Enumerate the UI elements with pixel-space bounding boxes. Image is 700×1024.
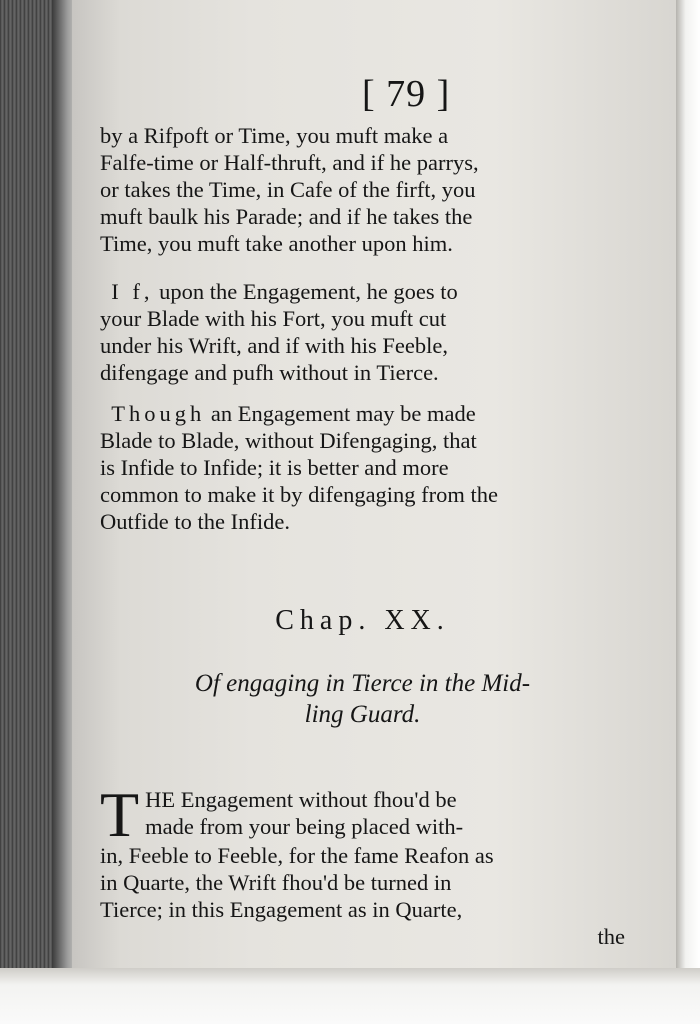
paragraph-4 [100,779,625,950]
text-line: Tierce; in this Engagement as in Quarte, [100,897,463,922]
text-line: Blade to Blade, without Difengaging, that [100,428,477,453]
text-line: made from your being placed with- [145,814,464,839]
text-line: Time, you muft take another upon him. [100,231,453,256]
paragraph-lead: I f, [111,279,154,304]
text-line: by a Rifpoft or Time, you muft make a [100,123,449,148]
text-line: in Quarte, the Wrift fhou'd be turned in [100,870,452,895]
text-line: in, Feeble to Feeble, for the fame Reafon as [100,843,494,868]
text-fragment: an Engagement may be made [210,401,476,426]
text-line: under his Wrift, and if with his Feeble, [100,333,448,358]
subtitle-line: ling Guard. [304,701,421,728]
text-fragment: upon the Engagement, he goes to [159,279,458,304]
text-line: HE Engagement without fhou'd be [145,787,457,812]
chapter-subtitle [100,668,625,730]
text-line: Falfe-time or Half-thruft, and if he parrys, [100,150,479,175]
paragraph-1 [100,122,625,257]
page-number: [ 79 ] [362,73,451,115]
text-line: your Blade with his Fort, you muft cut [100,306,447,331]
chapter-heading: Chap. XX. [275,605,450,636]
text-line: the [597,924,625,949]
page-right-edge [676,0,700,968]
paragraph-2 [100,278,625,386]
text-line: Outfide to the Infide. [100,509,290,534]
text-line: is Infide to Infide; it is better and more [100,455,449,480]
text-line: muft baulk his Parade; and if he takes the [100,204,473,229]
text-line [100,278,625,305]
text-line: or takes the Time, in Cafe of the firft, you [100,177,476,202]
paragraph-3 [100,400,625,535]
text-line: difengage and pufh without in Tierce. [100,360,439,385]
drop-cap: T [100,779,140,850]
subtitle-line: Of engaging in Tierce in the Mid- [194,670,531,697]
paragraph-lead: Though [111,401,206,426]
text-line [100,400,625,427]
page-bottom-margin [0,968,700,1024]
text-line: common to make it by difengaging from the [100,482,499,507]
